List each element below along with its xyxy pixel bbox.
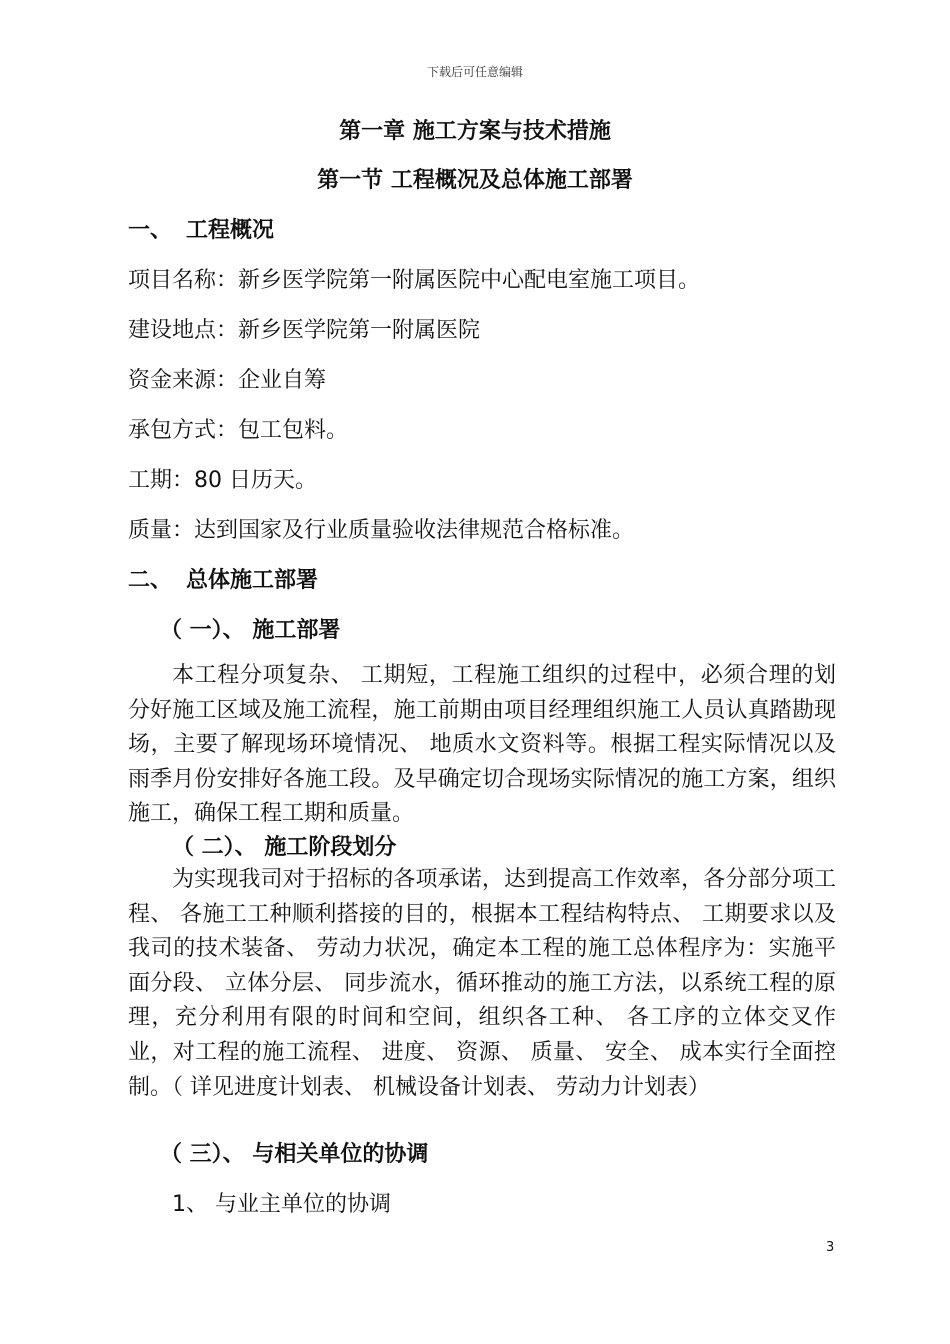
subheading-coordination: （ 三）、 与相关单位的协调 [160, 1142, 429, 1167]
funding-line: 资金来源：企业自筹 [128, 368, 327, 393]
paragraph-stage-division: 为实现我司对于招标的各项承诺，达到提高工作效率，各分部分项工程、 各施工工种顺利搭接的目的，根据本工程结构特点、 工期要求以及我司的技术装备、 劳动力状况，确定本工程的施工总体程序为：实施平面分段、 立体分层、 同步流水，循环推动的施工方法，以系统工程的原理，充分利用有限的时间和空间，组织各工种、 各工序的立体交叉作业，对工程的施工流程、 进度、 资源、 质量、 安全、 成本实行全面控制。（ 详见进度计划表、 机械设备计划表、 劳动力计划表） [128, 867, 836, 1100]
item-owner-coordination: 1、 与业主单位的协调 [172, 1192, 391, 1217]
chapter-title: 第一章 施工方案与技术措施 [339, 119, 611, 144]
heading-text: 工程概况 [186, 218, 275, 243]
heading-overall-deployment [128, 563, 318, 594]
subheading-construction-deployment: （ 一）、 施工部署 [160, 618, 341, 643]
project-name-line: 项目名称：新乡医学院第一附属医院中心配电室施工项目。 [128, 268, 701, 293]
heading-number: 二、 [128, 568, 173, 593]
heading-text: 总体施工部署 [186, 568, 319, 593]
section-title: 第一节 工程概况及总体施工部署 [317, 168, 633, 193]
page-number: 3 [826, 1240, 835, 1255]
page-header-note: 下载后可任意编辑 [426, 65, 523, 79]
subheading-stage-division: （ 二）、 施工阶段划分 [172, 835, 397, 860]
duration-line: 工期：80 日历天。 [128, 468, 317, 493]
paragraph-construction-deployment: 本工程分项复杂、 工期短，工程施工组织的过程中，必须合理的划分好施工区域及施工流程，施工前期由项目经理组织施工人员认真踏勘现场，主要了解现场环境情况、 地质水文资料等。根据工程实际情况以及雨季月份安排好各施工段。及早确定切合现场实际情况的施工方案，组织施工，确保工程工期和质量。 [128, 663, 836, 827]
contract-mode-line: 承包方式：包工包料。 [128, 418, 349, 443]
location-line: 建设地点：新乡医学院第一附属医院 [128, 318, 481, 343]
quality-line: 质量：达到国家及行业质量验收法律规范合格标准。 [128, 518, 635, 543]
heading-project-overview [128, 213, 274, 244]
heading-number: 一、 [128, 218, 173, 243]
